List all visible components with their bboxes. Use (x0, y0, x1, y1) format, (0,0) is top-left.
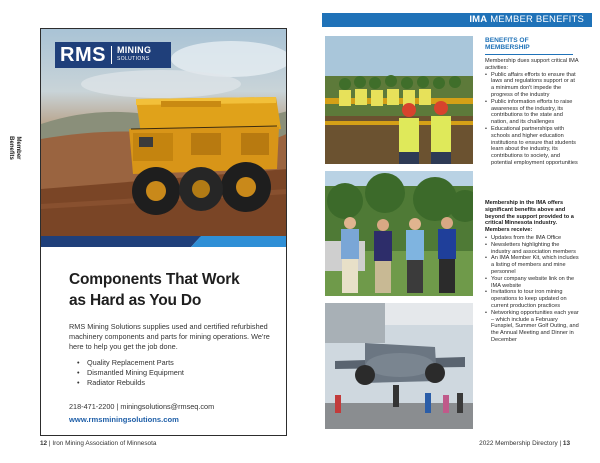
logo-sub: SOLUTIONS (116, 56, 150, 62)
golf-outing-photo (325, 171, 473, 296)
ad-service-item: • Dismantled Mining Equipment (77, 368, 184, 378)
section-tab (2, 128, 26, 168)
footer-left (40, 440, 156, 447)
ad-service-list (77, 358, 184, 388)
footer-right-text: 2022 Membership Directory (479, 440, 558, 447)
membership-item: • Invitations to tour iron mining operations to keep updated on current production practices (485, 289, 579, 309)
banner-strong: IMA (469, 14, 488, 25)
benefits-list (485, 72, 579, 167)
rms-advertisement (40, 28, 287, 436)
ad-headline (69, 269, 269, 311)
membership-lead: Membership in the IMA offers significant benefits above and beyond the support provided to a critical Minnesota industry. Members receive: (485, 200, 574, 234)
ad-service-item: • Radiator Rebuilds (77, 378, 184, 388)
benefits-heading-line2: MEMBERSHIP (485, 44, 530, 52)
section-tab-label (7, 136, 21, 160)
golf-outing-illustration (325, 171, 473, 296)
section-banner (322, 13, 592, 27)
footer-separator: | (48, 440, 53, 447)
membership-list (485, 235, 579, 344)
benefits-intro: Membership dues support critical IMA activities: (485, 58, 579, 71)
section-tab-line1: Member (15, 136, 21, 160)
aircraft-event-photo (325, 303, 473, 429)
benefit-item: • Public affairs efforts to ensure that laws and regulations support or at a minimum don't impede the progress of the industry (485, 72, 579, 99)
footer-right (479, 440, 570, 447)
section-tab-line2: Benefits (8, 136, 14, 160)
mine-tour-photo (325, 36, 473, 164)
benefits-column (485, 58, 579, 167)
logo-divider (111, 46, 112, 64)
benefit-item: • Educational partnerships with schools and higher education institutions to ensure that students learn about the industry, its contributions to society, and potential employment opportunities (485, 126, 579, 167)
left-page-number: 12 (40, 440, 48, 447)
footer-separator: | (559, 440, 563, 447)
benefits-heading (485, 37, 579, 52)
logo-wordmark (117, 46, 151, 64)
logo-brand: RMS (60, 43, 106, 66)
ad-service-item: • Quality Replacement Parts (77, 358, 184, 368)
ad-website-link[interactable]: www.rmsminingsolutions.com (69, 415, 179, 424)
ad-color-stripe (41, 236, 287, 247)
membership-column (485, 200, 579, 344)
benefits-heading-line1: BENEFITS OF (485, 37, 529, 44)
ad-headline-line1: Components That Work (69, 271, 240, 288)
membership-item: • Your company website link on the IMA website (485, 276, 579, 290)
ad-body-text: RMS Mining Solutions supplies used and certified refurbished machinery components and parts for mining operations. We're here to help you get the job done. (69, 322, 270, 351)
membership-item: • Newsletters highlighting the industry and association members (485, 242, 579, 256)
logo-word: MINING (116, 45, 152, 55)
banner-text: MEMBER BENEFITS (487, 14, 584, 25)
ad-contact-info: 218-471-2200 | miningsolutions@rmseq.com (69, 402, 215, 411)
benefit-item: • Public information efforts to raise awareness of the industry, its contributions to the state and nation, and its challenges (485, 99, 579, 126)
aircraft-event-illustration (325, 303, 473, 429)
right-page-number: 13 (562, 440, 570, 447)
haul-truck-photo (41, 29, 287, 237)
mine-tour-illustration (325, 36, 473, 164)
ad-headline-line2: as Hard as You Do (69, 292, 202, 309)
heading-rule (485, 54, 573, 55)
membership-item: • An IMA Member Kit, which includes a listing of members and mine personnel (485, 255, 579, 275)
membership-item: • Updates from the IMA Office (485, 235, 579, 242)
footer-left-text: Iron Mining Association of Minnesota (52, 440, 157, 447)
membership-item: • Networking opportunities each year – which include a February Funspiel, Summer Golf Outing, and the Annual Meeting and Dinner in December (485, 310, 579, 344)
rms-logo (55, 42, 171, 68)
